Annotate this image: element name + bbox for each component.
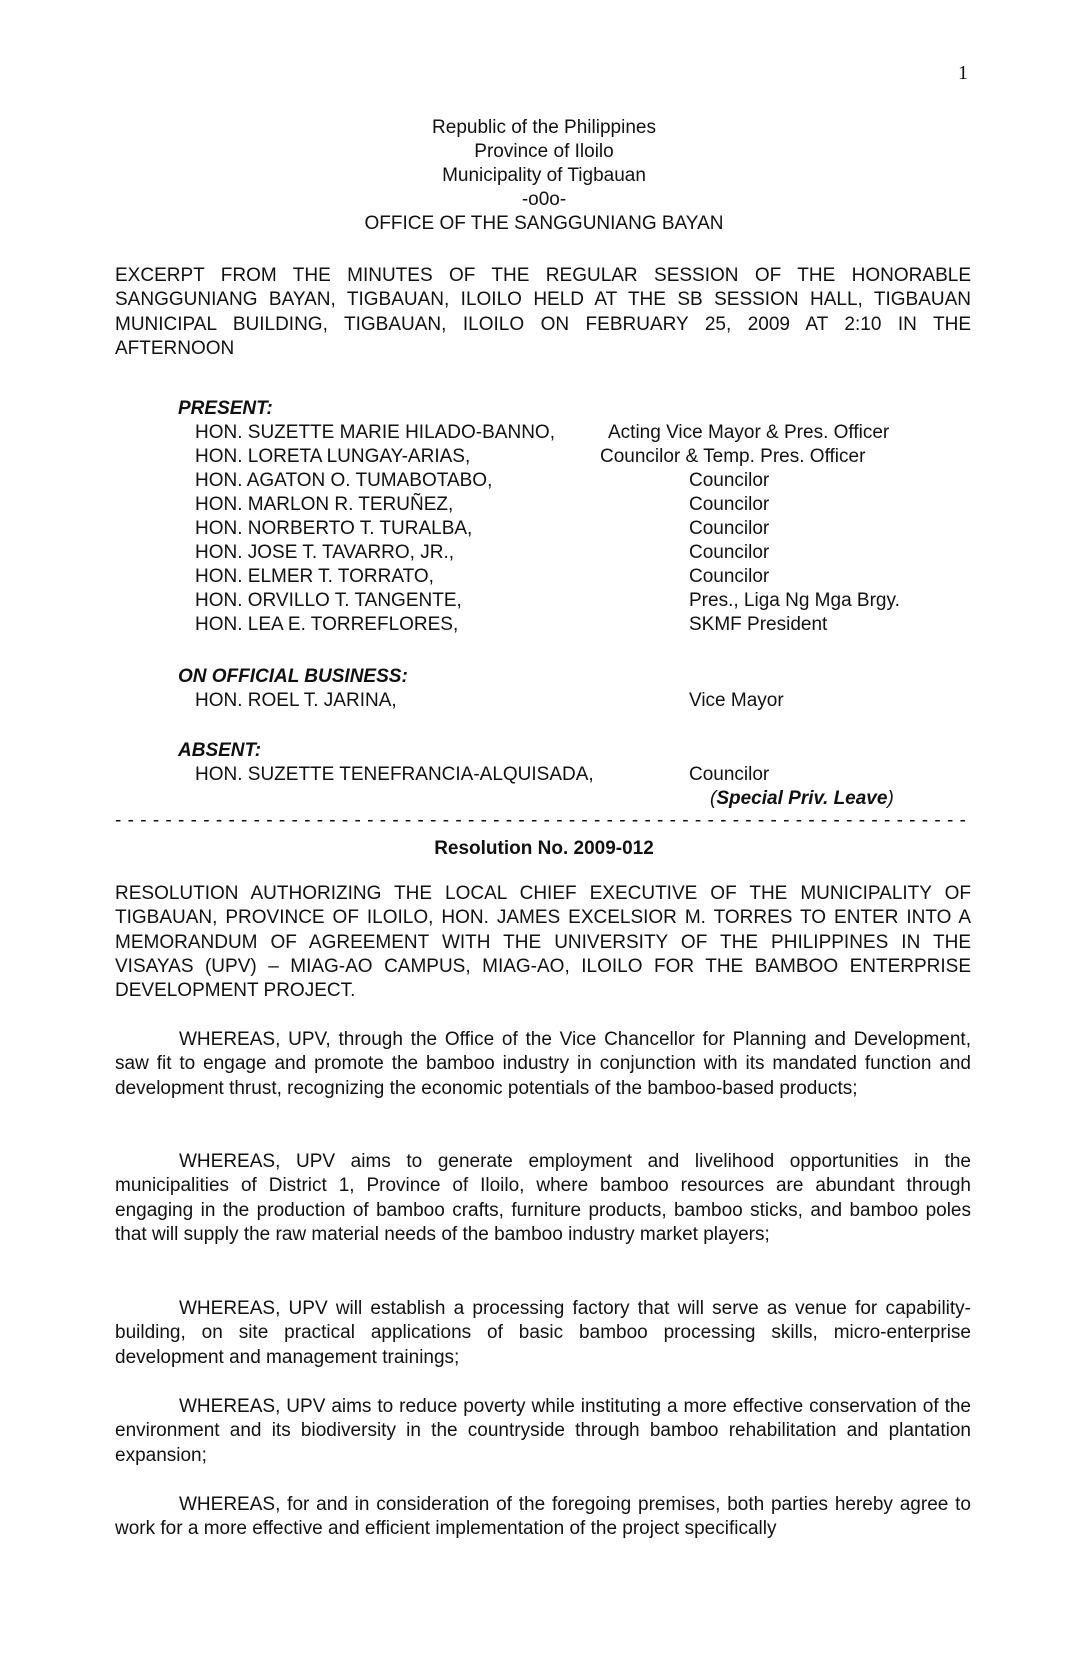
letterhead-office: OFFICE OF THE SANGGUNIANG BAYAN (364, 213, 724, 234)
attendee-role: Acting Vice Mayor & Pres. Officer (608, 422, 890, 443)
attendee-role: Councilor (689, 470, 770, 491)
attendee-row (195, 446, 995, 470)
attendee-row (195, 614, 995, 638)
absent-label: ABSENT: (178, 740, 262, 761)
attendee-role: Pres., Liga Ng Mga Brgy. (689, 590, 900, 611)
attendee-name: HON. JOSE T. TAVARRO, JR., (195, 542, 455, 563)
attendee-name: HON. SUZETTE MARIE HILADO-BANNO, (195, 422, 555, 443)
whereas-clause: WHEREAS, UPV will establish a processing factory that will serve as venue for capability-building, on site practical applications of basic bamboo processing skills, micro-enterprise development and management trainings; (115, 1298, 971, 1368)
attendee-row (195, 470, 995, 494)
whereas-clause: WHEREAS, UPV, through the Office of the Vice Chancellor for Planning and Development, saw fit to engage and promote the bamboo industry in conjunction with its mandated function and development thrust, recognizing the economic potentials of the bamboo-based products; (115, 1029, 971, 1099)
excerpt-heading: EXCERPT FROM THE MINUTES OF THE REGULAR SESSION OF THE HONORABLE SANGGUNIANG BAYAN, TIGBAUAN, ILOILO HELD AT THE SB SESSION HALL, TIGBAUAN MUNICIPAL BUILDING, TIGBAUAN, ILOILO ON FEBRUARY 25, 2009 AT 2:10 IN THE AFTERNOON (115, 265, 971, 359)
letterhead-province: Province of Iloilo (474, 141, 614, 162)
attendee-role: Vice Mayor (689, 690, 784, 711)
attendee-row (195, 494, 995, 518)
attendee-name: HON. LORETA LUNGAY-ARIAS, (195, 446, 471, 467)
present-label: PRESENT: (178, 398, 273, 419)
letterhead-ornament: -o0o- (521, 189, 567, 210)
attendee-name: HON. AGATON O. TUMABOTABO, (195, 470, 493, 491)
absent-note-row (195, 788, 995, 812)
section-divider: - - - - - - - - - - - - - - - - - - - - - - - - - - - - - - - - - - - - - - - - - - - - - - - - - - - - - - - - - - - - - - - - - - - - (115, 810, 967, 831)
official-business-row (195, 690, 995, 714)
attendee-row (195, 422, 995, 446)
attendee-role: Councilor (689, 542, 770, 563)
whereas-clause: WHEREAS, UPV aims to reduce poverty while instituting a more effective conservation of the environment and its biodiversity in the countryside through bamboo rehabilitation and plantation expansion; (115, 1396, 971, 1466)
attendee-role: Councilor (689, 494, 770, 515)
attendee-row (195, 566, 995, 590)
attendee-name: HON. ELMER T. TORRATO, (195, 566, 434, 587)
attendee-name: HON. ORVILLO T. TANGENTE, (195, 590, 462, 611)
attendee-role: SKMF President (689, 614, 828, 635)
attendee-row (195, 518, 995, 542)
attendee-role: Councilor (689, 518, 770, 539)
attendee-role: Councilor (689, 764, 770, 785)
page-number: 1 (958, 62, 968, 84)
attendee-name: HON. NORBERTO T. TURALBA, (195, 518, 473, 539)
attendee-row (195, 542, 995, 566)
attendee-role: Councilor (689, 566, 770, 587)
whereas-clause: WHEREAS, UPV aims to generate employment and livelihood opportunities in the municipalities of District 1, Province of Iloilo, where bamboo resources are abundant through engaging in the production of bamboo crafts, furniture products, bamboo sticks, and bamboo poles that will supply the raw material needs of the bamboo industry market players; (115, 1151, 971, 1245)
official-business-label: ON OFFICIAL BUSINESS: (178, 666, 408, 687)
letterhead-municipality: Municipality of Tigbauan (442, 165, 646, 186)
attendee-name: HON. ROEL T. JARINA, (195, 690, 397, 711)
resolution-title: RESOLUTION AUTHORIZING THE LOCAL CHIEF EXECUTIVE OF THE MUNICIPALITY OF TIGBAUAN, PROVINCE OF ILOILO, HON. JAMES EXCELSIOR M. TORRES TO ENTER INTO A MEMORANDUM OF AGREEMENT WITH THE UNIVERSITY OF THE PHILIPPINES IN THE VISAYAS (UPV) – MIAG-AO CAMPUS, MIAG-AO, ILOILO FOR THE BAMBOO ENTERPRISE DEVELOPMENT PROJECT. (115, 883, 971, 1002)
whereas-clause: WHEREAS, for and in consideration of the foregoing premises, both parties hereby agree to work for a more effective and efficient implementation of the project specifically (115, 1494, 971, 1540)
attendee-name: HON. SUZETTE TENEFRANCIA-ALQUISADA, (195, 764, 594, 785)
letterhead-republic: Republic of the Philippines (432, 117, 656, 138)
attendee-name: HON. MARLON R. TERUÑEZ, (195, 494, 454, 515)
resolution-number: Resolution No. 2009-012 (434, 838, 654, 859)
absent-row (195, 764, 995, 788)
attendee-name: HON. LEA E. TORREFLORES, (195, 614, 459, 635)
attendee-row (195, 590, 995, 614)
attendee-role: Councilor & Temp. Pres. Officer (600, 446, 866, 467)
absent-note: (Special Priv. Leave) (710, 788, 894, 809)
